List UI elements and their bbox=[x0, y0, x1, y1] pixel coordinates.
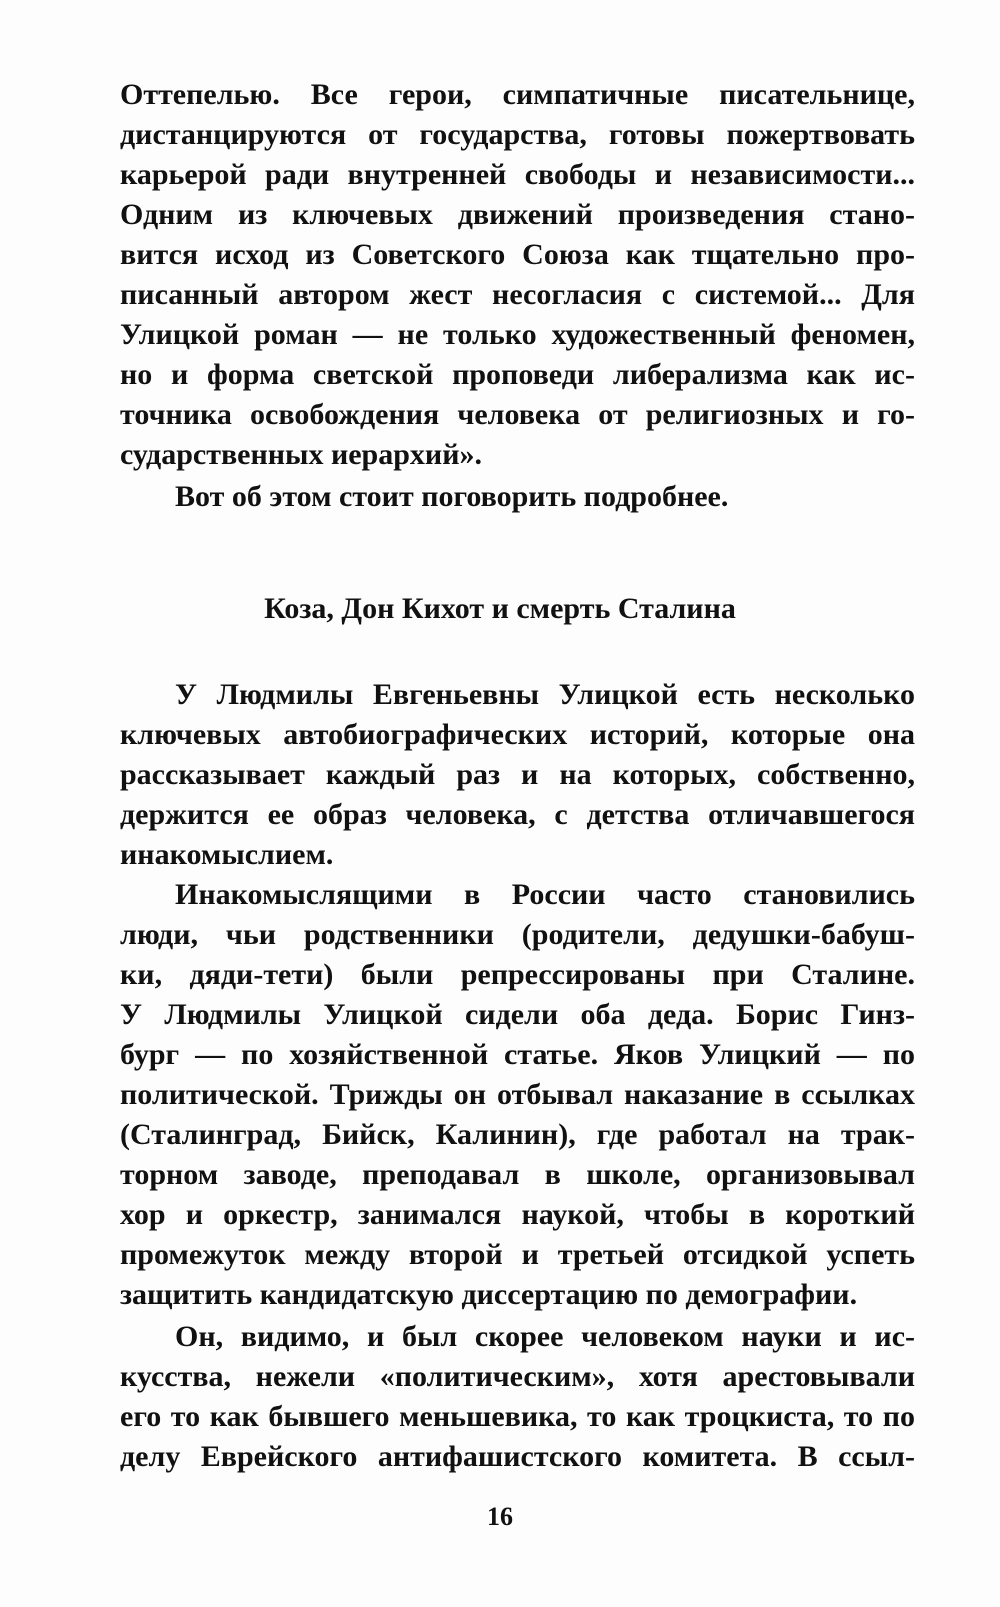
text-line: вится исход из Советского Союза как тщательно про- bbox=[120, 238, 915, 271]
text-line: (Сталинград, Бийск, Калинин), где работал на трак- bbox=[120, 1118, 915, 1151]
text-line: делу Еврейского антифашистского комитета. В ссыл- bbox=[120, 1440, 915, 1473]
text-line: сударственных иерархий». bbox=[120, 438, 482, 471]
text-line: инакомыслием. bbox=[120, 838, 334, 871]
text-line: точника освобождения человека от религиозных и го- bbox=[120, 398, 915, 431]
text-line: промежуток между второй и третьей отсидкой успеть bbox=[120, 1238, 915, 1271]
text-line: рассказывает каждый раз и на которых, собственно, bbox=[120, 758, 915, 791]
text-line: У Людмилы Евгеньевны Улицкой есть несколько bbox=[175, 678, 915, 711]
text-line: ки, дяди-тети) были репрессированы при Сталине. bbox=[120, 958, 915, 991]
text-line: держится ее образ человека, с детства отличавшегося bbox=[120, 798, 915, 831]
text-line: дистанцируются от государства, готовы пожертвовать bbox=[120, 118, 915, 151]
text-line: Инакомыслящими в России часто становились bbox=[175, 878, 915, 911]
text-line: кусства, нежели «политическим», хотя арестовывали bbox=[120, 1360, 915, 1393]
text-line: его то как бывшего меньшевика, то как троцкиста, то по bbox=[120, 1400, 915, 1433]
text-line: торном заводе, преподавал в школе, организовывал bbox=[120, 1158, 915, 1191]
text-line: Он, видимо, и был скорее человеком науки и ис- bbox=[175, 1320, 915, 1353]
text-line: Оттепелью. Все герои, симпатичные писательнице, bbox=[120, 78, 915, 111]
text-line: писанный автором жест несогласия с системой... Для bbox=[120, 278, 915, 311]
text-line: карьерой ради внутренней свободы и независимости... bbox=[120, 158, 915, 191]
section-heading: Коза, Дон Кихот и смерть Сталина bbox=[264, 592, 736, 625]
text-line: ключевых автобиографических историй, которые она bbox=[120, 718, 915, 751]
text-line: бург — по хозяйственной статье. Яков Улицкий — по bbox=[120, 1038, 915, 1071]
page-number: 16 bbox=[487, 1502, 513, 1531]
text-line: но и форма светской проповеди либерализма как ис- bbox=[120, 358, 915, 391]
text-line: политической. Трижды он отбывал наказание в ссылках bbox=[120, 1078, 915, 1111]
text-line: люди, чьи родственники (родители, дедушки-бабуш- bbox=[120, 918, 915, 951]
text-line: Вот об этом стоит поговорить подробнее. bbox=[175, 480, 729, 513]
text-line: У Людмилы Улицкой сидели оба деда. Борис Гинз- bbox=[120, 998, 915, 1031]
text-line: Улицкой роман — не только художественный феномен, bbox=[120, 318, 915, 351]
text-line: хор и оркестр, занимался наукой, чтобы в короткий bbox=[120, 1198, 915, 1231]
text-line: защитить кандидатскую диссертацию по демографии. bbox=[120, 1278, 858, 1311]
text-line: Одним из ключевых движений произведения стано- bbox=[120, 198, 915, 231]
